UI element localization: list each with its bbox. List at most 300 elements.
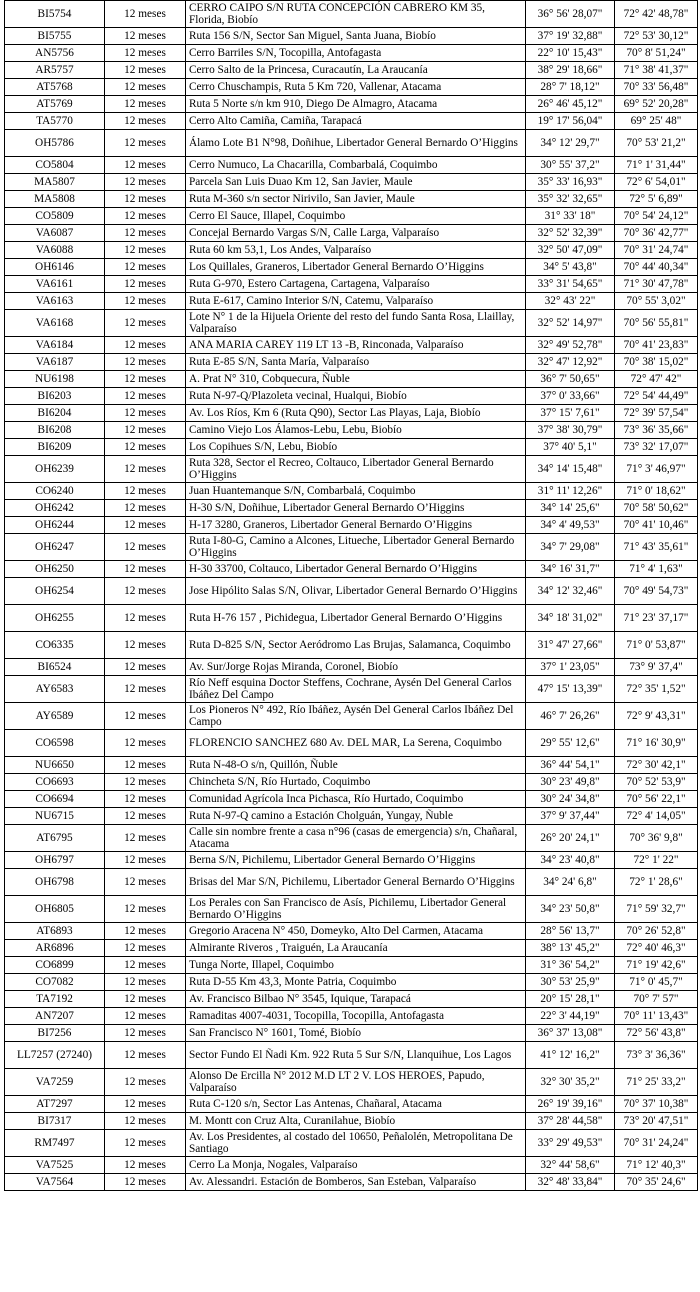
table-row xyxy=(5,1113,698,1130)
site-code-cell: OH6244 xyxy=(5,517,105,534)
site-code-cell: BI7256 xyxy=(5,1025,105,1042)
table-row xyxy=(5,561,698,578)
address-cell: ANA MARIA CAREY 119 LT 13 -B, Rinconada, Valparaíso xyxy=(186,337,526,354)
address-cell: Ruta 156 S/N, Sector San Miguel, Santa Juana, Biobío xyxy=(186,28,526,45)
site-code-cell: OH6805 xyxy=(5,896,105,923)
duration-cell: 12 meses xyxy=(105,561,186,578)
longitude-cell: 70° 49' 54,73" xyxy=(615,578,698,605)
address-cell: Cerro Numuco, La Chacarilla, Combarbalá, Coquimbo xyxy=(186,157,526,174)
site-code-cell: AN5756 xyxy=(5,45,105,62)
duration-cell: 12 meses xyxy=(105,808,186,825)
longitude-cell: 72° 47' 42" xyxy=(615,371,698,388)
sites-table xyxy=(4,0,698,1191)
latitude-cell: 26° 19' 39,16" xyxy=(526,1096,615,1113)
table-row xyxy=(5,96,698,113)
duration-cell: 12 meses xyxy=(105,456,186,483)
longitude-cell: 72° 4' 14,05" xyxy=(615,808,698,825)
table-row xyxy=(5,676,698,703)
address-cell: H-30 S/N, Doñihue, Libertador General Bernardo O’Higgins xyxy=(186,500,526,517)
duration-cell: 12 meses xyxy=(105,791,186,808)
duration-cell: 12 meses xyxy=(105,242,186,259)
latitude-cell: 30° 53' 25,9" xyxy=(526,974,615,991)
address-cell: Ruta N-97-Q camino a Estación Cholguán, Yungay, Ñuble xyxy=(186,808,526,825)
address-cell: Av. Francisco Bilbao N° 3545, Iquique, Tarapacá xyxy=(186,991,526,1008)
address-cell: Ruta D-55 Km 43,3, Monte Patria, Coquimbo xyxy=(186,974,526,991)
address-cell: Ruta 328, Sector el Recreo, Coltauco, Libertador General Bernardo O’Higgins xyxy=(186,456,526,483)
site-code-cell: RM7497 xyxy=(5,1130,105,1157)
site-code-cell: VA6163 xyxy=(5,293,105,310)
address-cell: CERRO CAIPO S/N RUTA CONCEPCIÓN CABRERO KM 35, Florida, Biobío xyxy=(186,1,526,28)
site-code-cell: AN7207 xyxy=(5,1008,105,1025)
table-row xyxy=(5,62,698,79)
site-code-cell: OH6242 xyxy=(5,500,105,517)
site-code-cell: VA7525 xyxy=(5,1157,105,1174)
duration-cell: 12 meses xyxy=(105,113,186,130)
duration-cell: 12 meses xyxy=(105,62,186,79)
site-code-cell: TA7192 xyxy=(5,991,105,1008)
site-code-cell: BI6524 xyxy=(5,659,105,676)
table-row xyxy=(5,208,698,225)
latitude-cell: 33° 31' 54,65" xyxy=(526,276,615,293)
table-row xyxy=(5,605,698,632)
table-row xyxy=(5,808,698,825)
longitude-cell: 70° 35' 24,6" xyxy=(615,1174,698,1191)
address-cell: San Francisco N° 1601, Tomé, Biobío xyxy=(186,1025,526,1042)
duration-cell: 12 meses xyxy=(105,157,186,174)
longitude-cell: 70° 31' 24,24" xyxy=(615,1130,698,1157)
site-code-cell: AT6893 xyxy=(5,923,105,940)
latitude-cell: 26° 46' 45,12" xyxy=(526,96,615,113)
latitude-cell: 32° 48' 33,84" xyxy=(526,1174,615,1191)
address-cell: FLORENCIO SANCHEZ 680 Av. DEL MAR, La Serena, Coquimbo xyxy=(186,730,526,757)
longitude-cell: 72° 53' 30,12" xyxy=(615,28,698,45)
latitude-cell: 32° 30' 35,2" xyxy=(526,1069,615,1096)
address-cell: Concejal Bernardo Vargas S/N, Calle Larga, Valparaíso xyxy=(186,225,526,242)
duration-cell: 12 meses xyxy=(105,517,186,534)
address-cell: Cerro El Sauce, Illapel, Coquimbo xyxy=(186,208,526,225)
address-cell: Ruta C-120 s/n, Sector Las Antenas, Chañaral, Atacama xyxy=(186,1096,526,1113)
duration-cell: 12 meses xyxy=(105,388,186,405)
longitude-cell: 72° 6' 54,01" xyxy=(615,174,698,191)
longitude-cell: 70° 36' 9,8" xyxy=(615,825,698,852)
duration-cell: 12 meses xyxy=(105,1008,186,1025)
table-row xyxy=(5,225,698,242)
site-code-cell: MA5807 xyxy=(5,174,105,191)
site-code-cell: BI6209 xyxy=(5,439,105,456)
latitude-cell: 34° 12' 29,7" xyxy=(526,130,615,157)
duration-cell: 12 meses xyxy=(105,310,186,337)
address-cell: Comunidad Agrícola Inca Pichasca, Río Hurtado, Coquimbo xyxy=(186,791,526,808)
site-code-cell: VA6187 xyxy=(5,354,105,371)
longitude-cell: 71° 23' 37,17" xyxy=(615,605,698,632)
latitude-cell: 22° 10' 15,43" xyxy=(526,45,615,62)
address-cell: Jose Hipólito Salas S/N, Olivar, Libertador General Bernardo O’Higgins xyxy=(186,578,526,605)
address-cell: Los Perales con San Francisco de Asís, Pichilemu, Libertador General Bernardo O’Higgins xyxy=(186,896,526,923)
table-row xyxy=(5,1,698,28)
address-cell: Gregorio Aracena N° 450, Domeyko, Alto Del Carmen, Atacama xyxy=(186,923,526,940)
latitude-cell: 37° 19' 32,88" xyxy=(526,28,615,45)
duration-cell: 12 meses xyxy=(105,869,186,896)
address-cell: Tunga Norte, Illapel, Coquimbo xyxy=(186,957,526,974)
site-code-cell: BI5755 xyxy=(5,28,105,45)
table-row xyxy=(5,191,698,208)
address-cell: Calle sin nombre frente a casa n°96 (casas de emergencia) s/n, Chañaral, Atacama xyxy=(186,825,526,852)
site-code-cell: AT5769 xyxy=(5,96,105,113)
latitude-cell: 22° 3' 44,19" xyxy=(526,1008,615,1025)
address-cell: Cerro Chuschampis, Ruta 5 Km 720, Vallenar, Atacama xyxy=(186,79,526,96)
longitude-cell: 70° 31' 24,74" xyxy=(615,242,698,259)
longitude-cell: 71° 59' 32,7" xyxy=(615,896,698,923)
longitude-cell: 73° 9' 37,4" xyxy=(615,659,698,676)
latitude-cell: 34° 7' 29,08" xyxy=(526,534,615,561)
latitude-cell: 31° 11' 12,26" xyxy=(526,483,615,500)
longitude-cell: 70° 44' 40,34" xyxy=(615,259,698,276)
address-cell: Ruta M-360 s/n sector Nirivilo, San Javier, Maule xyxy=(186,191,526,208)
address-cell: Av. Alessandri. Estación de Bomberos, San Esteban, Valparaíso xyxy=(186,1174,526,1191)
table-row xyxy=(5,730,698,757)
longitude-cell: 72° 54' 44,49" xyxy=(615,388,698,405)
longitude-cell: 72° 56' 43,8" xyxy=(615,1025,698,1042)
duration-cell: 12 meses xyxy=(105,208,186,225)
latitude-cell: 38° 29' 18,66" xyxy=(526,62,615,79)
longitude-cell: 70° 33' 56,48" xyxy=(615,79,698,96)
address-cell: Cerro Barriles S/N, Tocopilla, Antofagasta xyxy=(186,45,526,62)
longitude-cell: 71° 12' 40,3" xyxy=(615,1157,698,1174)
site-code-cell: VA6168 xyxy=(5,310,105,337)
address-cell: Álamo Lote B1 N°98, Doñihue, Libertador General Bernardo O’Higgins xyxy=(186,130,526,157)
site-code-cell: BI7317 xyxy=(5,1113,105,1130)
latitude-cell: 30° 23' 49,8" xyxy=(526,774,615,791)
longitude-cell: 69° 25' 48" xyxy=(615,113,698,130)
table-row xyxy=(5,371,698,388)
latitude-cell: 34° 4' 49,53" xyxy=(526,517,615,534)
table-row xyxy=(5,310,698,337)
duration-cell: 12 meses xyxy=(105,1130,186,1157)
longitude-cell: 72° 1' 22" xyxy=(615,852,698,869)
longitude-cell: 72° 9' 43,31" xyxy=(615,703,698,730)
table-row xyxy=(5,157,698,174)
duration-cell: 12 meses xyxy=(105,500,186,517)
duration-cell: 12 meses xyxy=(105,825,186,852)
address-cell: Camino Viejo Los Álamos-Lebu, Lebu, Biobío xyxy=(186,422,526,439)
longitude-cell: 72° 1' 28,6" xyxy=(615,869,698,896)
longitude-cell: 70° 56' 22,1" xyxy=(615,791,698,808)
table-row xyxy=(5,293,698,310)
address-cell: Los Pioneros N° 492, Río Ibáñez, Aysén Del General Carlos Ibáñez Del Campo xyxy=(186,703,526,730)
table-row xyxy=(5,422,698,439)
latitude-cell: 32° 50' 47,09" xyxy=(526,242,615,259)
longitude-cell: 70° 11' 13,43" xyxy=(615,1008,698,1025)
address-cell: Ruta 5 Norte s/n km 910, Diego De Almagro, Atacama xyxy=(186,96,526,113)
address-cell: Ruta N-48-O s/n, Quillón, Ñuble xyxy=(186,757,526,774)
duration-cell: 12 meses xyxy=(105,337,186,354)
longitude-cell: 73° 20' 47,51" xyxy=(615,1113,698,1130)
latitude-cell: 32° 47' 12,92" xyxy=(526,354,615,371)
latitude-cell: 36° 7' 50,65" xyxy=(526,371,615,388)
latitude-cell: 34° 5' 43,8" xyxy=(526,259,615,276)
duration-cell: 12 meses xyxy=(105,974,186,991)
site-code-cell: AT5768 xyxy=(5,79,105,96)
address-cell: Brisas del Mar S/N, Pichilemu, Libertador General Bernardo O’Higgins xyxy=(186,869,526,896)
latitude-cell: 35° 33' 16,93" xyxy=(526,174,615,191)
site-code-cell: VA6088 xyxy=(5,242,105,259)
longitude-cell: 70° 26' 52,8" xyxy=(615,923,698,940)
latitude-cell: 34° 23' 40,8" xyxy=(526,852,615,869)
site-code-cell: BI6203 xyxy=(5,388,105,405)
site-code-cell: MA5808 xyxy=(5,191,105,208)
duration-cell: 12 meses xyxy=(105,676,186,703)
duration-cell: 12 meses xyxy=(105,534,186,561)
site-code-cell: NU6715 xyxy=(5,808,105,825)
table-row xyxy=(5,632,698,659)
site-code-cell: CO6335 xyxy=(5,632,105,659)
duration-cell: 12 meses xyxy=(105,1069,186,1096)
address-cell: Almirante Riveros , Traiguén, La Araucanía xyxy=(186,940,526,957)
address-cell: Sector Fundo El Ñadi Km. 922 Ruta 5 Sur S/N, Llanquihue, Los Lagos xyxy=(186,1042,526,1069)
latitude-cell: 32° 52' 14,97" xyxy=(526,310,615,337)
latitude-cell: 20° 15' 28,1" xyxy=(526,991,615,1008)
longitude-cell: 70° 36' 42,77" xyxy=(615,225,698,242)
latitude-cell: 37° 15' 7,61" xyxy=(526,405,615,422)
duration-cell: 12 meses xyxy=(105,1096,186,1113)
site-code-cell: AY6583 xyxy=(5,676,105,703)
table-row xyxy=(5,354,698,371)
duration-cell: 12 meses xyxy=(105,605,186,632)
latitude-cell: 31° 36' 54,2" xyxy=(526,957,615,974)
latitude-cell: 37° 9' 37,44" xyxy=(526,808,615,825)
table-row xyxy=(5,869,698,896)
duration-cell: 12 meses xyxy=(105,1025,186,1042)
site-code-cell: OH6250 xyxy=(5,561,105,578)
address-cell: Ruta E-617, Camino Interior S/N, Catemu, Valparaíso xyxy=(186,293,526,310)
site-code-cell: BI6204 xyxy=(5,405,105,422)
site-code-cell: OH6797 xyxy=(5,852,105,869)
table-row xyxy=(5,974,698,991)
longitude-cell: 71° 16' 30,9" xyxy=(615,730,698,757)
site-code-cell: VA6184 xyxy=(5,337,105,354)
address-cell: Alonso De Ercilla N° 2012 M.D LT 2 V. LOS HEROES, Papudo, Valparaíso xyxy=(186,1069,526,1096)
table-row xyxy=(5,659,698,676)
site-code-cell: CO6598 xyxy=(5,730,105,757)
latitude-cell: 30° 24' 34,8" xyxy=(526,791,615,808)
table-row xyxy=(5,79,698,96)
longitude-cell: 71° 0' 53,87" xyxy=(615,632,698,659)
duration-cell: 12 meses xyxy=(105,276,186,293)
table-row xyxy=(5,1042,698,1069)
longitude-cell: 70° 38' 15,02" xyxy=(615,354,698,371)
longitude-cell: 72° 5' 6,89" xyxy=(615,191,698,208)
address-cell: Ruta G-970, Estero Cartagena, Cartagena, Valparaíso xyxy=(186,276,526,293)
site-code-cell: OH6247 xyxy=(5,534,105,561)
site-code-cell: VA7259 xyxy=(5,1069,105,1096)
duration-cell: 12 meses xyxy=(105,578,186,605)
duration-cell: 12 meses xyxy=(105,991,186,1008)
table-row xyxy=(5,405,698,422)
duration-cell: 12 meses xyxy=(105,259,186,276)
site-code-cell: LL7257 (27240) xyxy=(5,1042,105,1069)
duration-cell: 12 meses xyxy=(105,405,186,422)
longitude-cell: 72° 40' 46,3" xyxy=(615,940,698,957)
table-row xyxy=(5,1157,698,1174)
address-cell: Av. Sur/Jorge Rojas Miranda, Coronel, Biobío xyxy=(186,659,526,676)
latitude-cell: 34° 14' 25,6" xyxy=(526,500,615,517)
table-row xyxy=(5,242,698,259)
duration-cell: 12 meses xyxy=(105,852,186,869)
table-row xyxy=(5,483,698,500)
table-row xyxy=(5,276,698,293)
address-cell: Cerro La Monja, Nogales, Valparaíso xyxy=(186,1157,526,1174)
longitude-cell: 71° 25' 33,2" xyxy=(615,1069,698,1096)
table-row xyxy=(5,1069,698,1096)
longitude-cell: 70° 56' 55,81" xyxy=(615,310,698,337)
duration-cell: 12 meses xyxy=(105,422,186,439)
latitude-cell: 28° 56' 13,7" xyxy=(526,923,615,940)
longitude-cell: 71° 43' 35,61" xyxy=(615,534,698,561)
longitude-cell: 71° 3' 46,97" xyxy=(615,456,698,483)
duration-cell: 12 meses xyxy=(105,632,186,659)
table-row xyxy=(5,130,698,157)
site-code-cell: TA5770 xyxy=(5,113,105,130)
longitude-cell: 70° 58' 50,62" xyxy=(615,500,698,517)
longitude-cell: 72° 42' 48,78" xyxy=(615,1,698,28)
latitude-cell: 30° 55' 37,2" xyxy=(526,157,615,174)
site-code-cell: BI6208 xyxy=(5,422,105,439)
address-cell: Los Quillales, Graneros, Libertador General Bernardo O’Higgins xyxy=(186,259,526,276)
longitude-cell: 71° 0' 45,7" xyxy=(615,974,698,991)
duration-cell: 12 meses xyxy=(105,1,186,28)
latitude-cell: 32° 44' 58,6" xyxy=(526,1157,615,1174)
latitude-cell: 32° 49' 52,78" xyxy=(526,337,615,354)
duration-cell: 12 meses xyxy=(105,79,186,96)
site-code-cell: CO6899 xyxy=(5,957,105,974)
address-cell: Ruta D-825 S/N, Sector Aeródromo Las Brujas, Salamanca, Coquimbo xyxy=(186,632,526,659)
longitude-cell: 70° 7' 57" xyxy=(615,991,698,1008)
longitude-cell: 70° 41' 10,46" xyxy=(615,517,698,534)
site-code-cell: AT6795 xyxy=(5,825,105,852)
longitude-cell: 69° 52' 20,28" xyxy=(615,96,698,113)
latitude-cell: 32° 43' 22" xyxy=(526,293,615,310)
longitude-cell: 71° 0' 18,62" xyxy=(615,483,698,500)
longitude-cell: 71° 30' 47,78" xyxy=(615,276,698,293)
longitude-cell: 71° 38' 41,37" xyxy=(615,62,698,79)
table-row xyxy=(5,45,698,62)
address-cell: Ruta H-76 157 , Pichidegua, Libertador General Bernardo O’Higgins xyxy=(186,605,526,632)
latitude-cell: 36° 37' 13,08" xyxy=(526,1025,615,1042)
site-code-cell: AR5757 xyxy=(5,62,105,79)
latitude-cell: 37° 28' 44,58" xyxy=(526,1113,615,1130)
latitude-cell: 36° 44' 54,1" xyxy=(526,757,615,774)
table-row xyxy=(5,991,698,1008)
table-row xyxy=(5,1130,698,1157)
latitude-cell: 34° 23' 50,8" xyxy=(526,896,615,923)
address-cell: Cerro Alto Camiña, Camiña, Tarapacá xyxy=(186,113,526,130)
duration-cell: 12 meses xyxy=(105,896,186,923)
table-row xyxy=(5,1025,698,1042)
table-row xyxy=(5,774,698,791)
duration-cell: 12 meses xyxy=(105,923,186,940)
latitude-cell: 47° 15' 13,39" xyxy=(526,676,615,703)
site-code-cell: OH5786 xyxy=(5,130,105,157)
address-cell: Chincheta S/N, Río Hurtado, Coquimbo xyxy=(186,774,526,791)
longitude-cell: 71° 1' 31,44" xyxy=(615,157,698,174)
duration-cell: 12 meses xyxy=(105,45,186,62)
address-cell: Ruta 60 km 53,1, Los Andes, Valparaíso xyxy=(186,242,526,259)
site-code-cell: OH6798 xyxy=(5,869,105,896)
latitude-cell: 26° 20' 24,1" xyxy=(526,825,615,852)
site-code-cell: OH6239 xyxy=(5,456,105,483)
site-code-cell: CO7082 xyxy=(5,974,105,991)
latitude-cell: 31° 33' 18" xyxy=(526,208,615,225)
longitude-cell: 70° 53' 21,2" xyxy=(615,130,698,157)
table-row xyxy=(5,113,698,130)
table-row xyxy=(5,957,698,974)
table-row xyxy=(5,896,698,923)
duration-cell: 12 meses xyxy=(105,174,186,191)
duration-cell: 12 meses xyxy=(105,703,186,730)
site-code-cell: VA6087 xyxy=(5,225,105,242)
duration-cell: 12 meses xyxy=(105,1174,186,1191)
duration-cell: 12 meses xyxy=(105,439,186,456)
duration-cell: 12 meses xyxy=(105,940,186,957)
table-row xyxy=(5,1174,698,1191)
table-row xyxy=(5,456,698,483)
table-row xyxy=(5,1096,698,1113)
longitude-cell: 73° 32' 17,07" xyxy=(615,439,698,456)
duration-cell: 12 meses xyxy=(105,371,186,388)
table-row xyxy=(5,534,698,561)
site-code-cell: CO6693 xyxy=(5,774,105,791)
address-cell: M. Montt con Cruz Alta, Curanilahue, Biobío xyxy=(186,1113,526,1130)
duration-cell: 12 meses xyxy=(105,483,186,500)
latitude-cell: 36° 56' 28,07" xyxy=(526,1,615,28)
address-cell: Ruta I-80-G, Camino a Alcones, Litueche, Libertador General Bernardo O’Higgins xyxy=(186,534,526,561)
site-code-cell: CO5809 xyxy=(5,208,105,225)
site-code-cell: AR6896 xyxy=(5,940,105,957)
duration-cell: 12 meses xyxy=(105,293,186,310)
table-row xyxy=(5,174,698,191)
address-cell: H-30 33700, Coltauco, Libertador General Bernardo O’Higgins xyxy=(186,561,526,578)
longitude-cell: 70° 41' 23,83" xyxy=(615,337,698,354)
table-row xyxy=(5,757,698,774)
latitude-cell: 31° 47' 27,66" xyxy=(526,632,615,659)
table-row xyxy=(5,337,698,354)
site-code-cell: OH6146 xyxy=(5,259,105,276)
table-row xyxy=(5,259,698,276)
latitude-cell: 34° 18' 31,02" xyxy=(526,605,615,632)
site-code-cell: VA6161 xyxy=(5,276,105,293)
duration-cell: 12 meses xyxy=(105,225,186,242)
longitude-cell: 71° 4' 1,63" xyxy=(615,561,698,578)
site-code-cell: OH6255 xyxy=(5,605,105,632)
duration-cell: 12 meses xyxy=(105,659,186,676)
duration-cell: 12 meses xyxy=(105,774,186,791)
sites-table-body xyxy=(5,1,698,1191)
duration-cell: 12 meses xyxy=(105,1157,186,1174)
latitude-cell: 38° 13' 45,2" xyxy=(526,940,615,957)
table-row xyxy=(5,791,698,808)
table-row xyxy=(5,825,698,852)
latitude-cell: 37° 40' 5,1" xyxy=(526,439,615,456)
site-code-cell: VA7564 xyxy=(5,1174,105,1191)
duration-cell: 12 meses xyxy=(105,1042,186,1069)
table-row xyxy=(5,940,698,957)
site-code-cell: CO6240 xyxy=(5,483,105,500)
address-cell: Av. Los Presidentes, al costado del 10650, Peñalolén, Metropolitana De Santiago xyxy=(186,1130,526,1157)
address-cell: H-17 3280, Graneros, Libertador General Bernardo O’Higgins xyxy=(186,517,526,534)
site-code-cell: AT7297 xyxy=(5,1096,105,1113)
latitude-cell: 28° 7' 18,12" xyxy=(526,79,615,96)
table-row xyxy=(5,1008,698,1025)
